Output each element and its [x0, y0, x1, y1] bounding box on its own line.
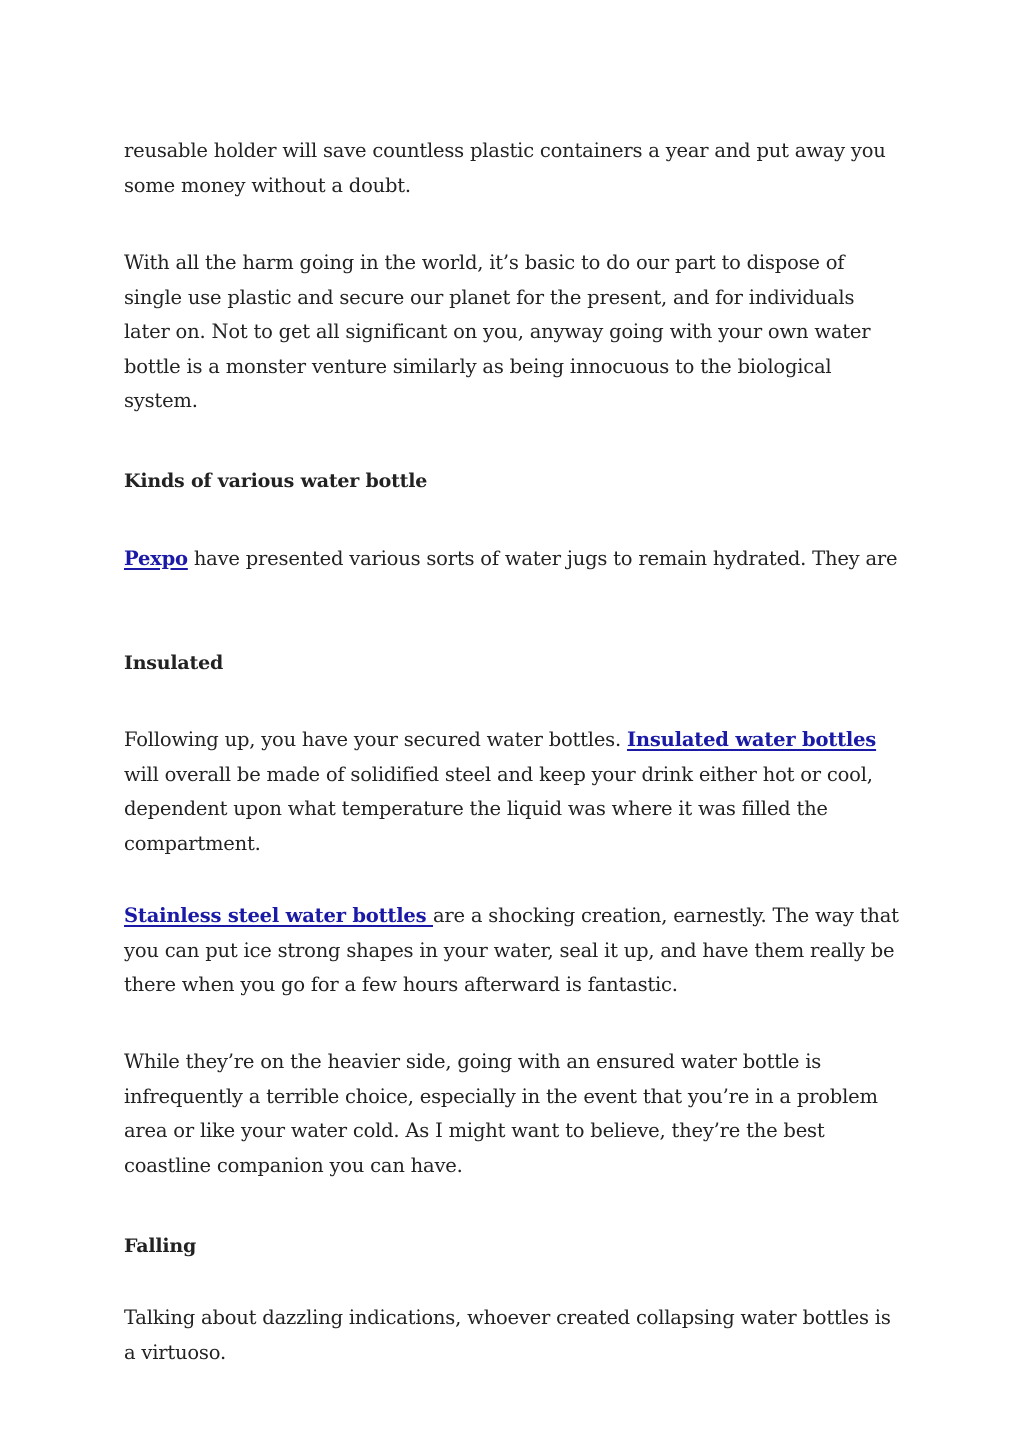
following-text-before: Following up, you have your secured water bottles.: [124, 728, 627, 751]
pexpo-link[interactable]: Pexpo: [124, 547, 188, 570]
paragraph-following: [124, 723, 904, 861]
paragraph-stainless: [124, 899, 904, 1003]
stainless-text: are a shocking creation, earnestly. The way that you can put ice strong shapes in your water, seal it up, and have them really be there when you go for a few hours afterward is fantastic.: [124, 904, 899, 996]
paragraph-intro-end: reusable holder will save countless plastic containers a year and put away you some money without a doubt.: [124, 139, 886, 197]
paragraph-harm: With all the harm going in the world, it’s basic to do our part to dispose of single use plastic and secure our planet for the present, and for individuals later on. Not to get all significant on you, anyway going with your own water bottle is a monster venture similarly as being innocuous to the biological system.: [124, 251, 871, 412]
paragraph-heavier: While they’re on the heavier side, going with an ensured water bottle is infrequently a terrible choice, especially in the event that you’re in a problem area or like your water cold. As I might want to believe, they’re the best coastline companion you can have.: [124, 1050, 878, 1177]
paragraph-talking: Talking about dazzling indications, whoever created collapsing water bottles is a virtuoso.: [124, 1306, 891, 1364]
pexpo-text: have presented various sorts of water jugs to remain hydrated. They are: [187, 547, 898, 570]
stainless-steel-water-bottles-link[interactable]: Stainless steel water bottles: [124, 904, 433, 927]
heading-falling: Falling: [124, 1235, 197, 1257]
following-text-after: will overall be made of solidified steel and keep your drink either hot or cool, dependent upon what temperature the liquid was where it was filled the compartment.: [124, 762, 873, 855]
insulated-water-bottles-link[interactable]: Insulated water bottles: [626, 728, 877, 751]
heading-insulated: Insulated: [124, 652, 224, 674]
paragraph-pexpo: [124, 545, 904, 572]
heading-kinds: Kinds of various water bottle: [124, 470, 428, 492]
